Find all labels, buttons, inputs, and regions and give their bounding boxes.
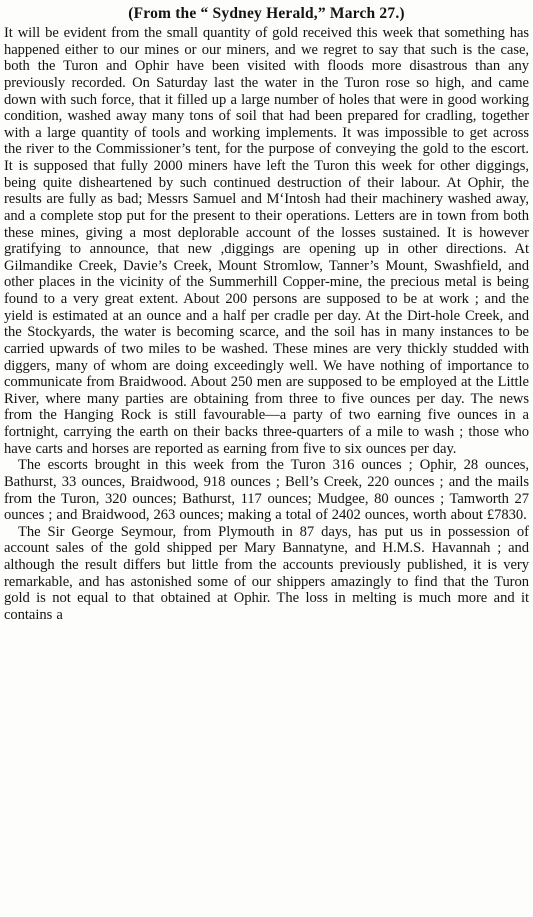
article-heading: (From the “ Sydney Herald,” March 27.) (128, 5, 405, 22)
article-paragraph-escorts: The escorts brought in this week from the Turon 316 ounces ; Ophir, 28 ounces, Bathurst, 33 ounces, Braidwood, 918 ounces ; Bell’s Creek, 220 ounces ; and the mails from the Turon, 320 ounces; Bathurst, 117 ounces; Mudgee, 80 ounces ; Tamworth 27 ounces ; and Braidwood, 263 ounces; making a total of 2402 ounces, worth about £7830. (4, 457, 529, 524)
article-paragraph-shipment: The Sir George Seymour, from Plymouth in 87 days, has put us in possession of account sales of the gold shipped per Mary Bannatyne, and H.M.S. Havannah ; and although the result differs but little from the accounts previously published, it is very remarkable, and has astonished some of our shippers amazingly to find that the Turon gold is not equal to that obtained at Ophir. The loss in melting is much more and it contains a (4, 523, 529, 623)
article-paragraph-gold-report: It will be evident from the small quantity of gold received this week that something has happened either to our mines or our miners, and we regret to say that such is the case, both the Turon and Ophir have been visited with floods more disastrous than any previously recorded. On Saturday last the water in the Turon rose so high, and came down with such force, that it filled up a large number of holes that were in good working condition, washed away many tons of soil that had been prepared for cradling, together with a large quantity of tools and working implements. It was impossible to get across the river to the Commissioner’s tent, for the purpose of conveying the gold to the escort. It is supposed that fully 2000 miners have left the Turon this week for other diggings, being quite disheartened by such continued destruction of their labour. At Ophir, the results are fully as bad; Messrs Samuel and M‘Intosh had their machinery washed away, and a complete stop put for the present to their operations. Letters are in town from both these mines, giving a most deplorable account of the losses sustained. It is however gratifying to announce, that new ,diggings are opening up in other directions. At Gilmandike Creek, Davie’s Creek, Mount Stromlow, Tanner’s Mount, Swashfield, and other places in the vicinity of the Summerhill Copper-mine, the precious metal is being found to a very great extent. About 200 persons are supposed to be at work ; and the yield is estimated at an ounce and a half per cradle per day. At the Dirt-hole Creek, and the Stockyards, the water is becoming scarce, and the soil has in many instances to be carried upwards of two miles to be washed. These mines are very thickly studded with diggers, many of whom are doing exceedingly well. We have nothing of importance to communicate from Braidwood. About 250 men are supposed to be employed at the Little River, where many parties are obtaining from three to five ounces per day. The news from the Hanging Rock is still favourable—a party of two earning five ounces in a fortnight, carrying the earth on their backs three-quarters of a mile to wash ; those who have carts and horses are reported as earning from five to six ounces per day. (4, 25, 529, 457)
